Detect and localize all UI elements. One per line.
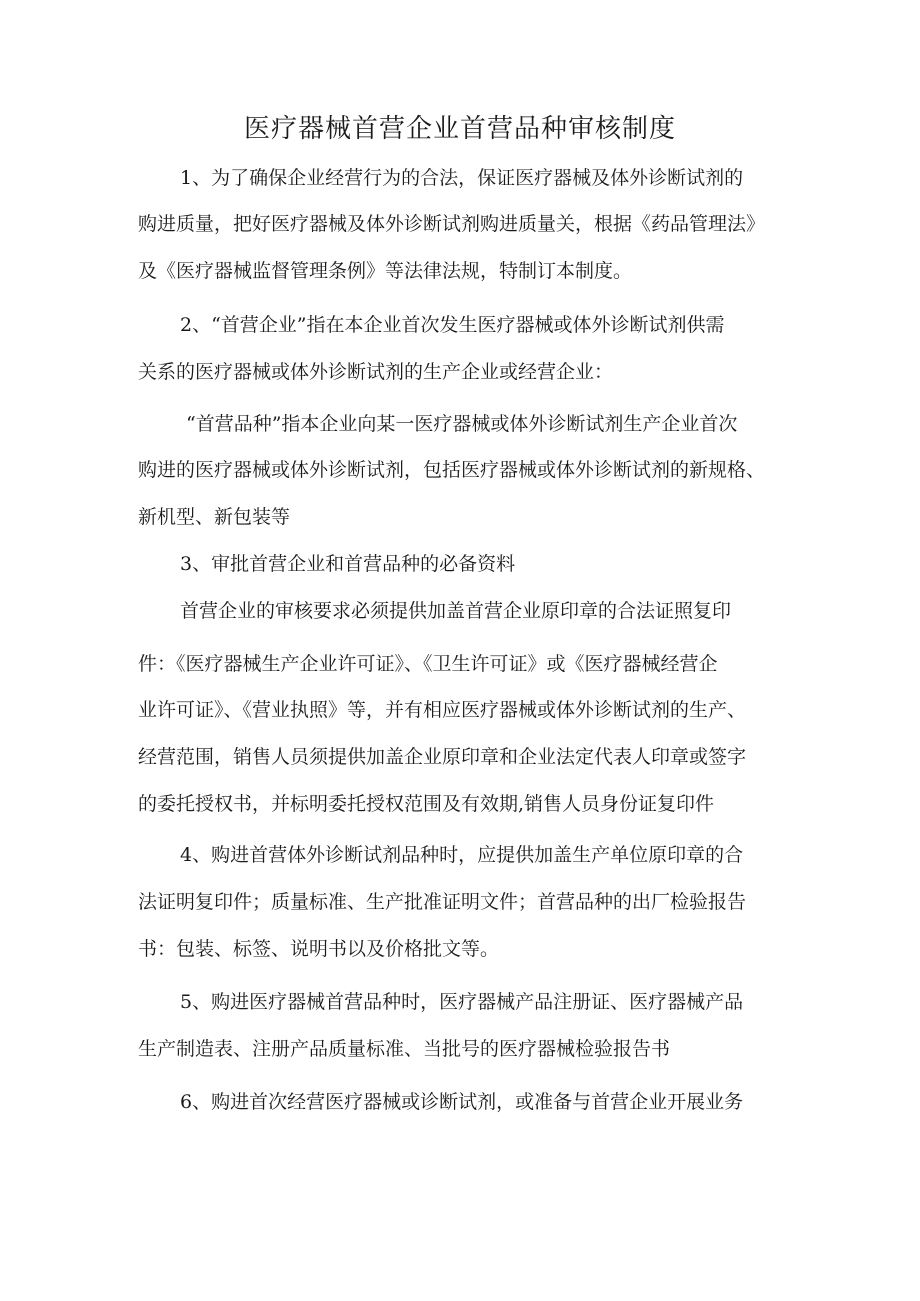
paragraph-line: 购进质量，把好医疗器械及体外诊断试剂购进质量关，根据《药品管理法》 [138,213,766,235]
paragraph-line: 6、购进首次经营医疗器械或诊断试剂，或准备与首营企业开展业务 [180,1091,744,1113]
paragraph-line: 书：包装、标签、说明书以及价格批文等。 [138,938,500,960]
paragraph-line: 及《医疗器械监督管理条例》等法律法规，特制订本制度。 [138,260,633,282]
paragraph-line: 3、审批首营企业和首营品种的必备资料 [180,553,516,575]
paragraph-line: 生产制造表、注册产品质量标准、当批号的医疗器械检验报告书 [138,1038,671,1060]
paragraph-line: 业许可证》、《营业执照》等，并有相应医疗器械或体外诊断试剂的生产、 [138,699,747,721]
paragraph-line: 5、购进医疗器械首营品种时，医疗器械产品注册证、医疗器械产品 [180,991,744,1013]
paragraph-line: 2、“首营企业”指在本企业首次发生医疗器械或体外诊断试剂供需 [180,314,725,336]
paragraph-line: 购进的医疗器械或体外诊断试剂，包括医疗器械或体外诊断试剂的新规格、 [138,459,766,481]
paragraph-line: 新机型、新包装等 [138,506,291,528]
paragraph-line: 件：《医疗器械生产企业许可证》、《卫生许可证》或《医疗器械经营企 [138,653,718,675]
paragraph-line: 4、购进首营体外诊断试剂品种时，应提供加盖生产单位原印章的合 [180,844,744,866]
paragraph-line: 首营企业的审核要求必须提供加盖首营企业原印章的合法证照复印 [180,600,732,622]
paragraph-line: 关系的医疗器械或体外诊断试剂的生产企业或经营企业： [138,361,614,383]
paragraph-line: “首营品种”指本企业向某一医疗器械或体外诊断试剂生产企业首次 [186,413,738,435]
document-title: 医疗器械首营企业首营品种审核制度 [243,114,676,144]
paragraph-line: 1、为了确保企业经营行为的合法，保证医疗器械及体外诊断试剂的 [180,167,744,189]
paragraph-line: 法证明复印件；质量标准、生产批准证明文件；首营品种的出厂检验报告 [138,891,747,913]
paragraph-line: 的委托授权书，并标明委托授权范围及有效期,销售人员身份证复印件 [138,793,715,815]
paragraph-line: 经营范围，销售人员须提供加盖企业原印章和企业法定代表人印章或签字 [138,746,747,768]
